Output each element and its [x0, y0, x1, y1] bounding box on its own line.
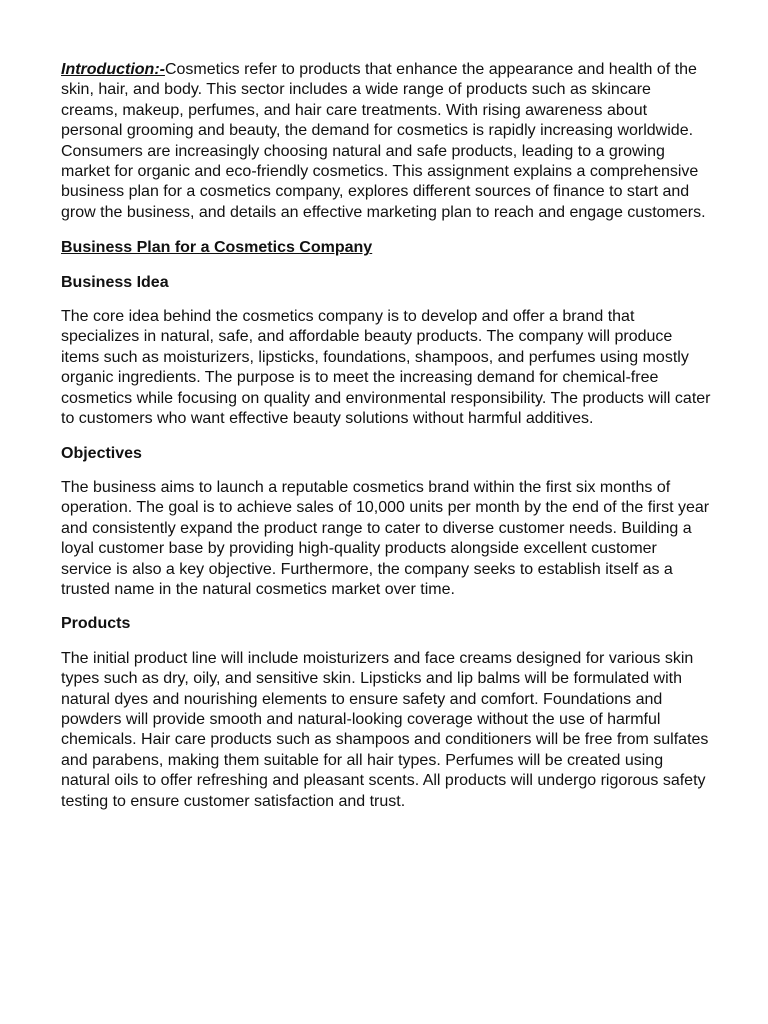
section-title: Business Plan for a Cosmetics Company [61, 239, 373, 257]
introduction-label: Introduction:- [61, 61, 165, 78]
document-page [61, 60, 711, 826]
heading-business-idea: Business Idea [61, 273, 169, 291]
paragraph-objectives: The business aims to launch a reputable cosmetics brand within the first six months of operation. The goal is to achieve sales of 10,000 units per month by the end of the first year and consistently expand the product range to cater to diverse customer needs. Building a loyal customer base by providing high-quality products alongside excellent customer service is also a key objective. Furthermore, the company seeks to establish itself as a trusted name in the natural cosmetics market over time. [61, 478, 710, 598]
paragraph-business-idea: The core idea behind the cosmetics company is to develop and offer a brand that specializes in natural, safe, and affordable beauty products. The company will produce items such as moisturizers, lipsticks, foundations, shampoos, and perfumes using mostly organic ingredients. The purpose is to meet the increasing demand for chemical-free cosmetics while focusing on quality and environmental responsibility. The products will cater to customers who want effective beauty solutions without harmful additives. [61, 308, 711, 428]
heading-products: Products [61, 615, 131, 633]
introduction-paragraph [61, 60, 711, 223]
heading-objectives: Objectives [61, 444, 142, 462]
introduction-text: Cosmetics refer to products that enhance the appearance and health of the skin, hair, and body. This sector includes a wide range of products such as skincare creams, makeup, perfumes, and hair care treatments. With rising awareness about personal grooming and beauty, the demand for cosmetics is rapidly increasing worldwide. Consumers are increasingly choosing natural and safe products, leading to a growing market for organic and eco-friendly cosmetics. This assignment explains a comprehensive business plan for a cosmetics company, explores different sources of finance to start and grow the business, and details an effective marketing plan to reach and engage customers. [61, 61, 706, 221]
paragraph-products: The initial product line will include moisturizers and face creams designed for various skin types such as dry, oily, and sensitive skin. Lipsticks and lip balms will be formulated with natural dyes and nourishing elements to ensure safety and comfort. Foundations and powders will provide smooth and natural-looking coverage without the use of harmful chemicals. Hair care products such as shampoos and conditioners will be free from sulfates and parabens, making them suitable for all hair types. Perfumes will be created using natural oils to offer refreshing and pleasant scents. All products will undergo rigorous safety testing to ensure customer satisfaction and trust. [61, 649, 709, 810]
